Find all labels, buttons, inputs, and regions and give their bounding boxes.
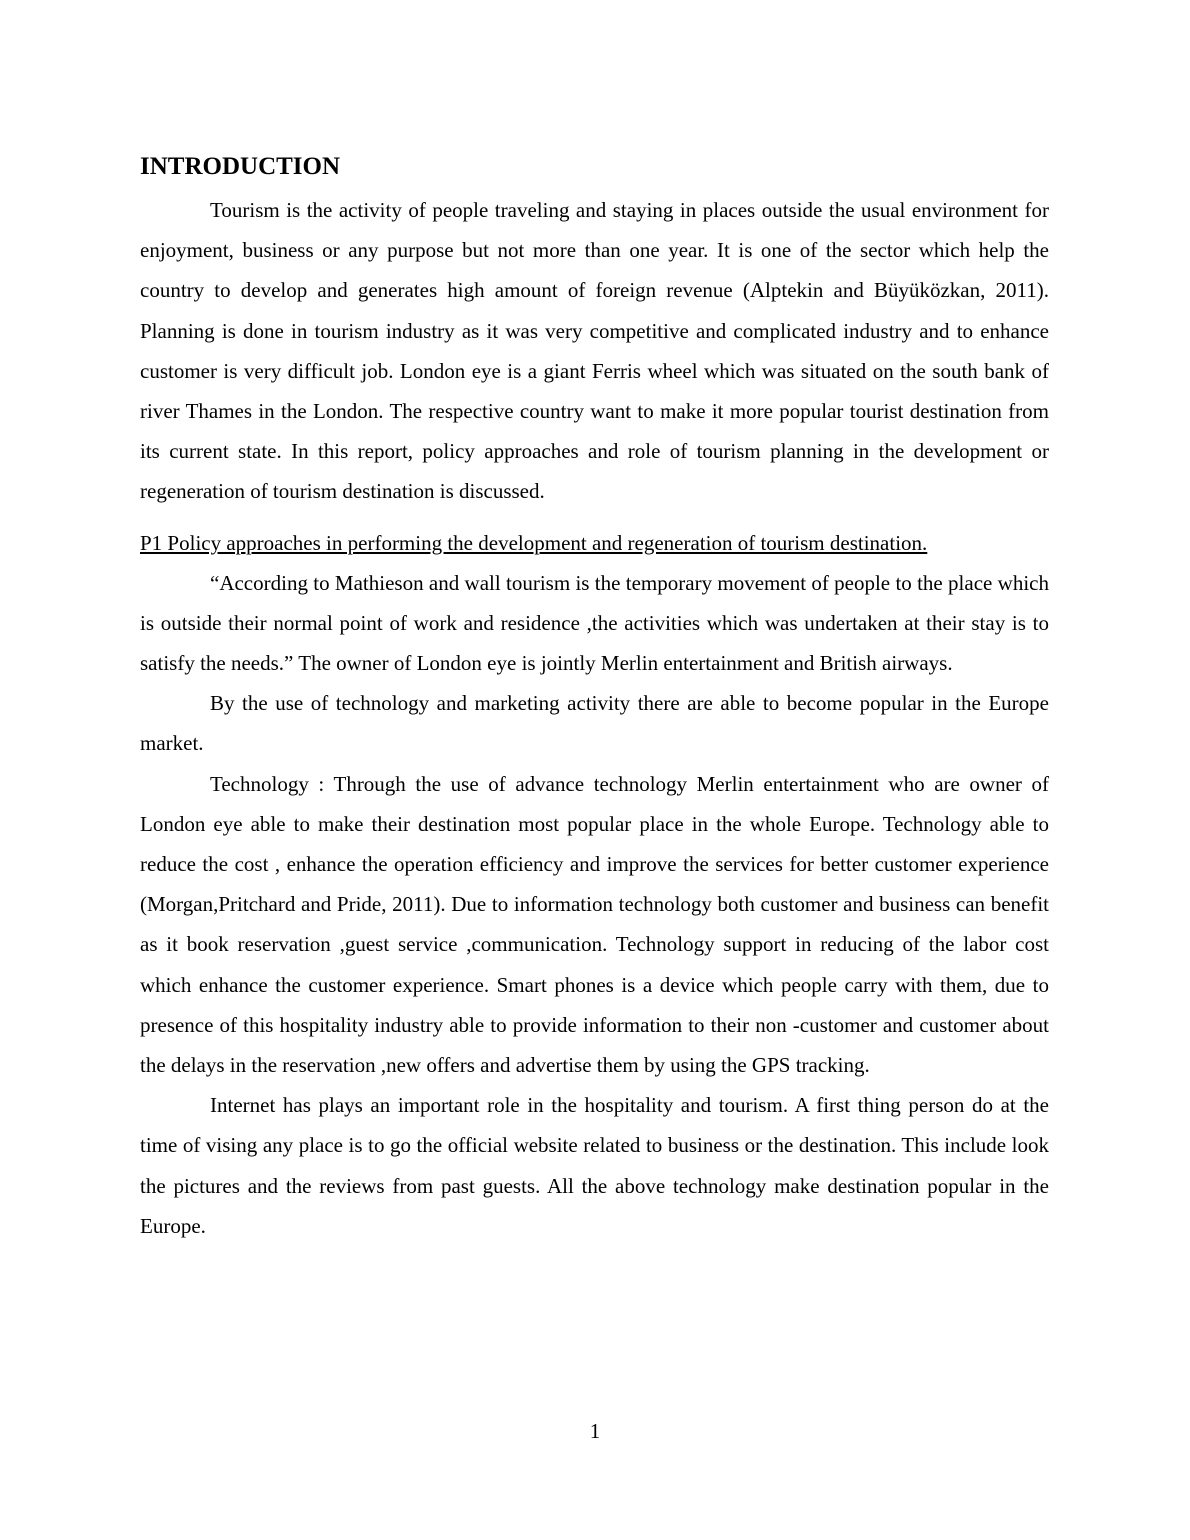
body-paragraph-marketing: By the use of technology and marketing activity there are able to become popular in the Europe market. — [140, 691, 1049, 756]
section-title: P1 Policy approaches in performing the development and regeneration of tourism destination. — [140, 530, 928, 555]
page-title: INTRODUCTION — [140, 153, 341, 180]
body-paragraph-technology: Technology : Through the use of advance technology Merlin entertainment who are owner of London eye able to make their destination most popular place in the whole Europe. Technology able to reduce the cost , enhance the operation efficiency and improve the services for better customer experience (Morgan,Pritchard and Pride, 2011). Due to information technology both customer and business can benefit as it book reservation ,guest service ,communication. Technology support in reducing of the labor cost which enhance the customer experience. Smart phones is a device which people carry with them, due to presence of this hospitality industry able to provide information to their non -customer and customer about the delays in the reservation ,new offers and advertise them by using the GPS tracking. — [140, 771, 1049, 1078]
intro-paragraph: Tourism is the activity of people traveling and staying in places outside the usual environment for enjoyment, business or any purpose but not more than one year. It is one of the sector which help the country to develop and generates high amount of foreign revenue (Alptekin and Büyüközkan, 2011). Planning is done in tourism industry as it was very competitive and complicated industry and to enhance customer is very difficult job. London eye is a giant Ferris wheel which was situated on the south bank of river Thames in the London. The respective country want to make it more popular tourist destination from its current state. In this report, policy approaches and role of tourism planning in the development or regeneration of tourism destination is discussed. — [140, 198, 1049, 504]
body-paragraph-internet: Internet has plays an important role in the hospitality and tourism. A first thing person do at the time of vising any place is to go the official website related to business or the destination. This include look the pictures and the reviews from past guests. All the above technology make destination popular in the Europe. — [140, 1093, 1049, 1238]
document-page — [140, 148, 1049, 1246]
page-number: 1 — [589, 1419, 601, 1443]
body-paragraph-quote: “According to Mathieson and wall tourism is the temporary movement of people to the place which is outside their normal point of work and residence ,the activities which was undertaken at their stay is to satisfy the needs.” The owner of London eye is jointly Merlin entertainment and British airways. — [140, 570, 1049, 676]
